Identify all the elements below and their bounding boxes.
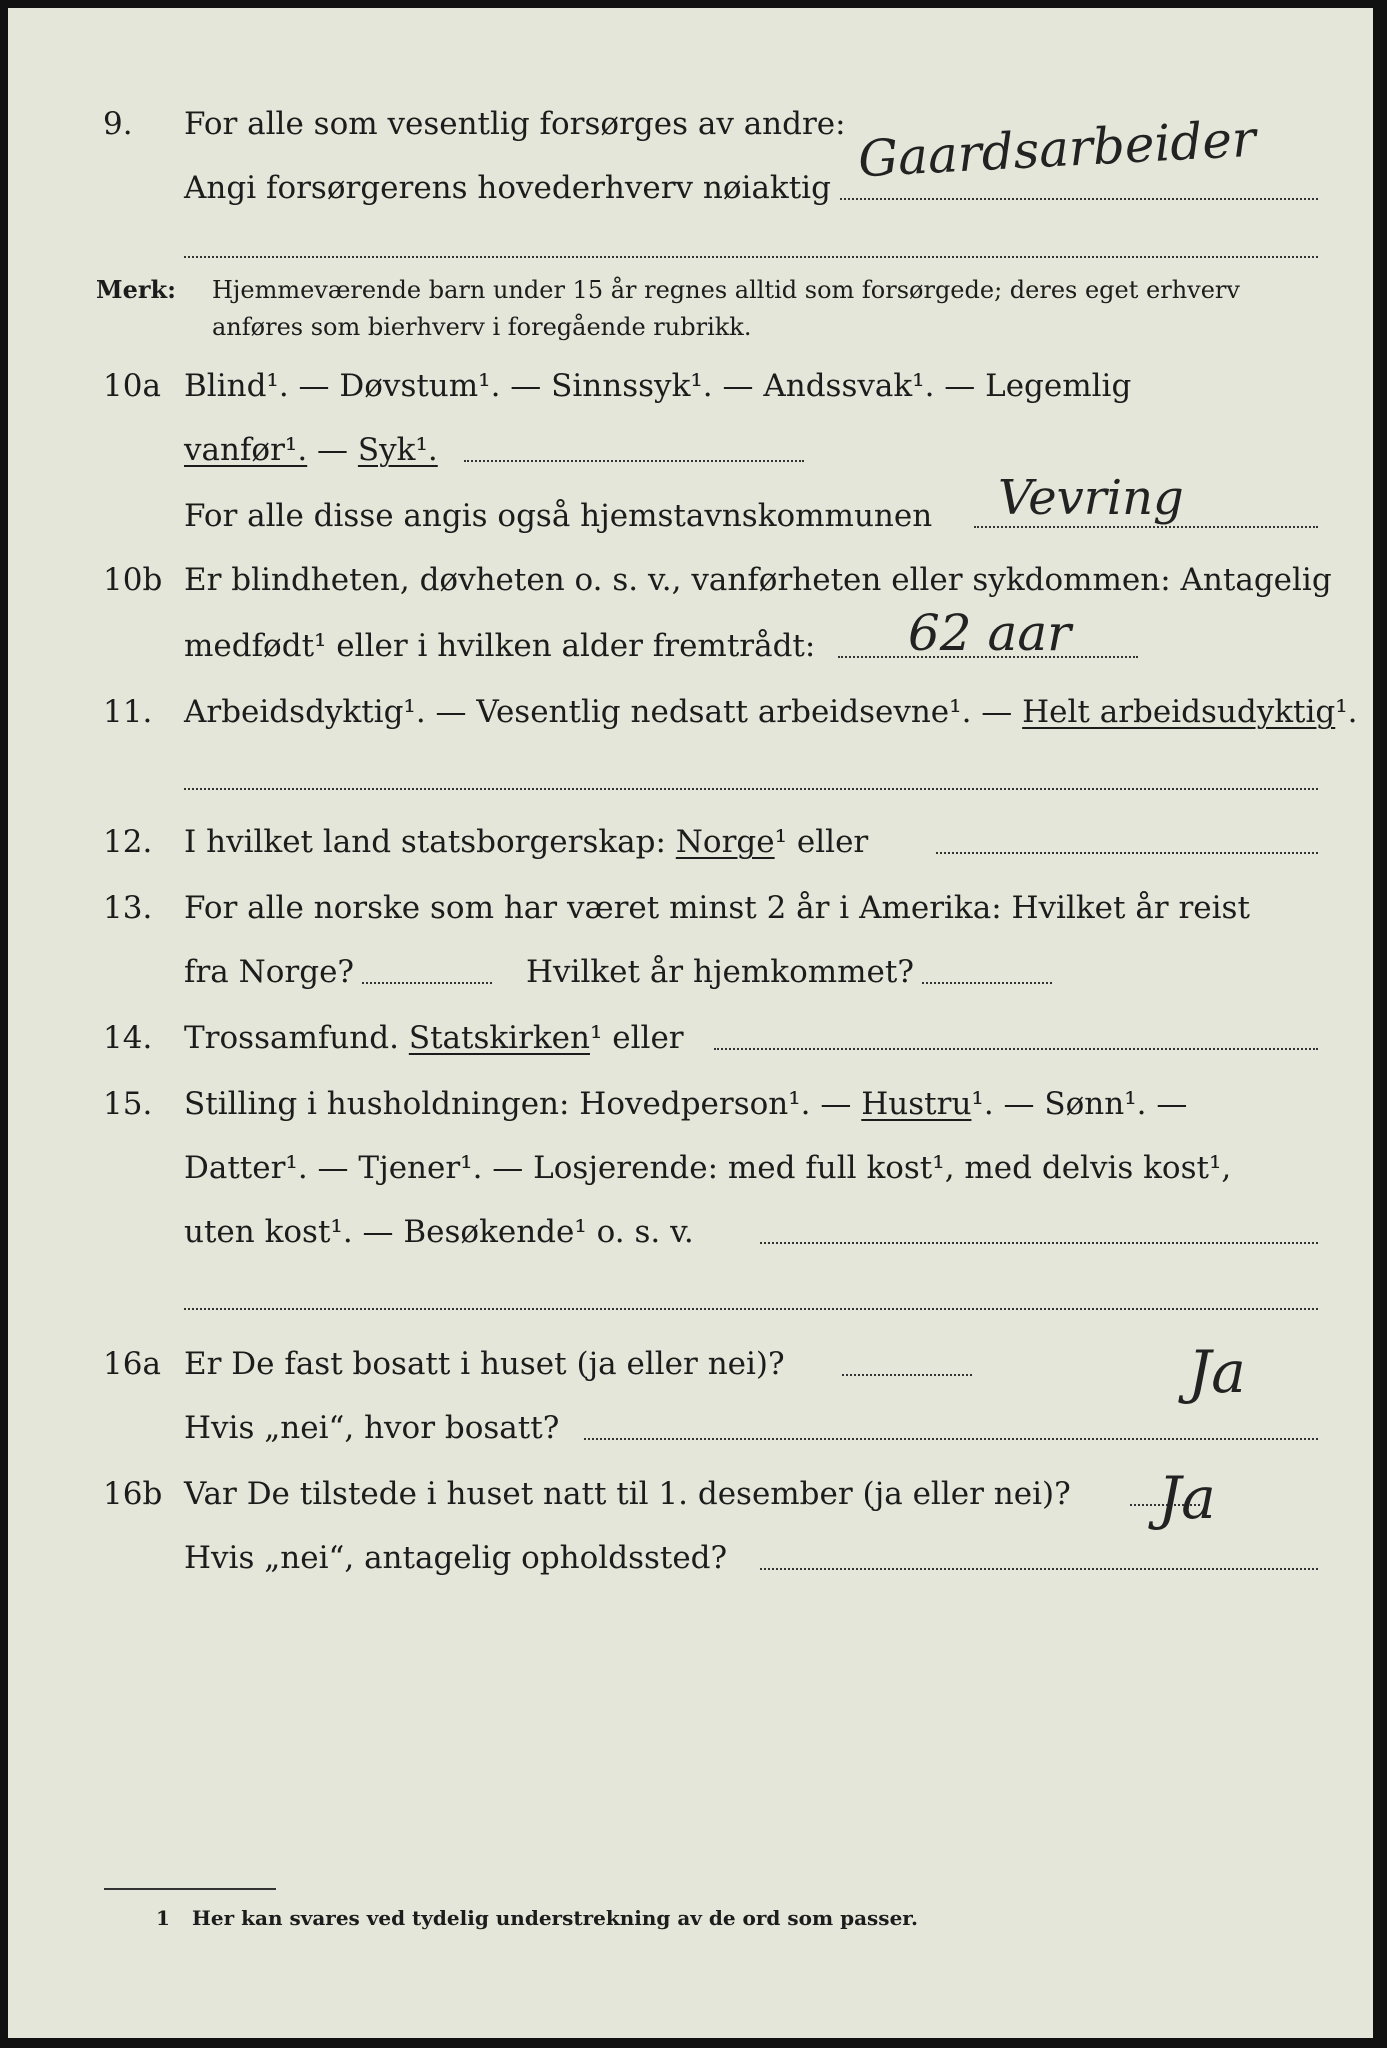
q16b-where-line — [760, 1568, 1318, 1570]
q16b-line2: Hvis „nei“, antagelig opholdssted? — [184, 1540, 728, 1576]
q12-number: 12. — [103, 824, 153, 860]
q12-line — [184, 822, 868, 862]
q9-extra-line — [184, 256, 1318, 258]
q16a-number: 16a — [103, 1346, 161, 1382]
q16a-handwritten-answer: Ja — [1188, 1338, 1246, 1406]
q10a-vanfor-underlined: vanfør¹. — [184, 432, 308, 468]
q14-line — [184, 1018, 684, 1058]
q15-underlined-answer: Hustru — [861, 1086, 972, 1122]
q10a-syk-underlined: Syk¹. — [357, 432, 438, 468]
q11-text: Arbeidsdyktig¹. — Vesentlig nedsatt arbeidsevne¹. — — [184, 694, 1013, 730]
q10a-line1: Blind¹. — Døvstum¹. — Sinnssyk¹. — Andssvak¹. — Legemlig — [184, 368, 1132, 404]
q15-answer-line — [760, 1242, 1318, 1244]
q10a-line3: For alle disse angis også hjemstavnskommunen — [184, 498, 933, 534]
q12-underlined-answer: Norge — [675, 824, 775, 860]
q10b-handwritten-answer: 62 aar — [908, 604, 1072, 662]
footnote-mark: 1 — [156, 1906, 170, 1930]
q10a-handwritten-answer: Vevring — [998, 470, 1184, 526]
q10b-number: 10b — [103, 562, 163, 598]
q16b-line1: Var De tilstede i huset natt til 1. desember (ja eller nei)? — [184, 1476, 1071, 1512]
q10b-line1: Er blindheten, døvheten o. s. v., vanførheten eller sykdommen: Antagelig — [184, 562, 1332, 598]
q16b-number: 16b — [103, 1476, 163, 1512]
q14-underlined-answer: Statskirken — [408, 1020, 590, 1056]
q15-line1b: ¹. — Sønn¹. — — [971, 1086, 1188, 1122]
q9-answer-line — [840, 198, 1318, 200]
footnote-rule — [104, 1888, 276, 1890]
q9-number: 9. — [103, 106, 133, 142]
q16a-where-line — [584, 1438, 1318, 1440]
q10a-line2 — [184, 430, 438, 470]
q11-underlined-answer: Helt arbeidsudyktig — [1022, 694, 1336, 730]
q12-answer-line — [936, 852, 1318, 854]
q10a-line2-dots — [464, 460, 804, 462]
q12-text: I hvilket land statsborgerskap: — [184, 824, 666, 860]
q16b-handwritten-answer: Ja — [1158, 1464, 1216, 1532]
census-form-page — [8, 8, 1373, 2038]
q11-number: 11. — [103, 694, 153, 730]
q11-extra-line — [184, 788, 1318, 790]
q16a-line2: Hvis „nei“, hvor bosatt? — [184, 1410, 560, 1446]
q16a-line1: Er De fast bosatt i huset (ja eller nei)? — [184, 1346, 785, 1382]
q10a-separator: — — [307, 432, 358, 468]
q11-line — [184, 692, 1358, 732]
q13-line2a: fra Norge? — [184, 954, 355, 990]
q15-line2: Datter¹. — Tjener¹. — Losjerende: med full kost¹, med delvis kost¹, — [184, 1150, 1232, 1186]
q14-tail: ¹ eller — [589, 1020, 684, 1056]
q14-answer-line — [714, 1048, 1318, 1050]
q10a-answer-line — [974, 526, 1318, 528]
footnote-text: Her kan svares ved tydelig understrekning av de ord som passer. — [192, 1906, 918, 1930]
q15-number: 15. — [103, 1086, 153, 1122]
q9-handwritten-answer: Gaardsarbeider — [856, 109, 1258, 189]
q15-line3: uten kost¹. — Besøkende¹ o. s. v. — [184, 1214, 694, 1250]
q16a-answer-line — [842, 1374, 972, 1376]
q9-line1: For alle som vesentlig forsørges av andre: — [184, 106, 846, 142]
q13-year-returned-line — [922, 982, 1052, 984]
q15-extra-line — [184, 1308, 1318, 1310]
q13-line2b: Hvilket år hjemkommet? — [526, 954, 914, 990]
q9-line2: Angi forsørgerens hovederhverv nøiaktig — [184, 170, 831, 206]
q14-number: 14. — [103, 1020, 153, 1056]
q13-year-left-line — [362, 982, 492, 984]
merk-line2: anføres som bierhverv i foregående rubrikk. — [212, 313, 752, 341]
merk-line1: Hjemmeværende barn under 15 år regnes alltid som forsørgede; deres eget erhverv — [212, 276, 1240, 304]
q10a-number: 10a — [103, 368, 161, 404]
q10b-line2: medfødt¹ eller i hvilken alder fremtrådt: — [184, 628, 816, 664]
q15-line1 — [184, 1084, 1187, 1124]
q12-tail: ¹ eller — [774, 824, 869, 860]
q11-tail: ¹. — [1335, 694, 1358, 730]
q15-line1a: Stilling i husholdningen: Hovedperson¹. — — [184, 1086, 852, 1122]
q13-line1: For alle norske som har været minst 2 år i Amerika: Hvilket år reist — [184, 890, 1250, 926]
q14-text: Trossamfund. — [184, 1020, 399, 1056]
q13-number: 13. — [103, 890, 153, 926]
merk-label: Merk: — [96, 275, 176, 304]
